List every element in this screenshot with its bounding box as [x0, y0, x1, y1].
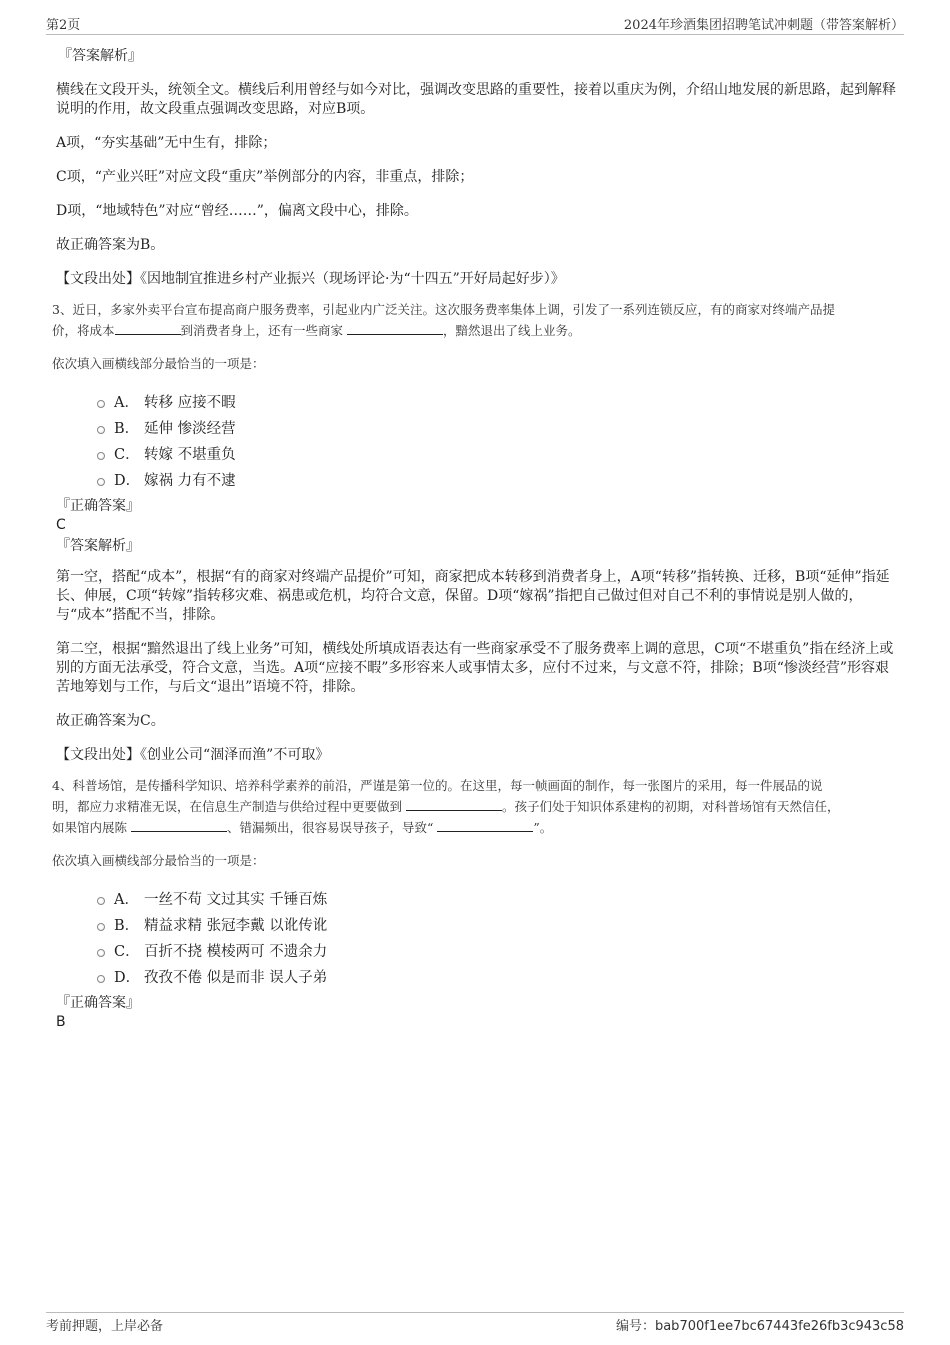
radio-button-icon[interactable]: [97, 426, 105, 434]
q2-source: 【文段出处】《因地制宜推进乡村产业振兴（现场评论·为“十四五”开好局起好步）》: [56, 271, 565, 287]
q4-stem-text-d: 、错漏频出，很容易误导孩子，导致“: [227, 820, 434, 835]
option-letter: A．: [114, 892, 139, 908]
option-text: 一丝不苟 文过其实 千锤百炼: [144, 892, 328, 908]
question-3: [52, 299, 896, 374]
q4-stem-line1: 4、科普场馆，是传播科学知识、培养科学素养的前沿，严谨是第一位的。在这里，每一帧画面的制作，每一张图片的采用，每一件展品的说: [52, 778, 823, 793]
option-text: 转移 应接不暇: [144, 395, 236, 411]
radio-button-icon[interactable]: [97, 975, 105, 983]
option-text: 百折不挠 模棱两可 不遗余力: [144, 944, 328, 960]
q3-stem-line2: [52, 320, 896, 341]
q3-stem-text-b: 到消费者身上，还有一些商家: [180, 323, 344, 338]
q4-correct-answer: B: [56, 1014, 66, 1030]
q4-option-c[interactable]: [56, 939, 896, 965]
fill-blank: [115, 322, 181, 335]
option-letter: D．: [114, 970, 141, 986]
option-text: 精益求精 张冠李戴 以讹传讹: [144, 918, 328, 934]
document-title: 2024年珍酒集团招聘笔试冲刺题（带答案解析）: [623, 18, 904, 33]
option-text: 转嫁 不堪重负: [144, 447, 236, 463]
page-footer: [46, 1312, 904, 1335]
serial-number: [616, 1315, 904, 1334]
footer-slogan: 考前押题，上岸必备: [46, 1319, 164, 1334]
fill-blank: [131, 819, 227, 832]
page-header: [46, 14, 904, 35]
radio-button-icon[interactable]: [97, 923, 105, 931]
q2-explanation-c: C项，“产业兴旺”对应文段“重庆”举例部分的内容，非重点，排除；: [56, 169, 474, 185]
q4-stem-text-c: 如果馆内展陈: [52, 820, 128, 835]
q3-conclusion: 故正确答案为C。: [56, 713, 165, 729]
q3-option-b[interactable]: [56, 416, 896, 442]
q4-stem-text-e: ”。: [533, 820, 553, 835]
serial-label: 编号：: [615, 1319, 655, 1334]
option-text: 嫁祸 力有不逮: [144, 473, 236, 489]
option-letter: A．: [114, 395, 139, 411]
fill-blank: [347, 322, 443, 335]
q3-correct-heading: 『正确答案』: [56, 498, 140, 514]
q4-correct-heading: 『正确答案』: [56, 995, 140, 1011]
q3-explanation-heading: 『答案解析』: [56, 538, 140, 554]
q4-options: [56, 887, 896, 991]
radio-button-icon[interactable]: [97, 400, 105, 408]
option-letter: C．: [114, 447, 140, 463]
q3-option-c[interactable]: [56, 442, 896, 468]
q4-prompt: 依次填入画横线部分最恰当的一项是：: [52, 853, 265, 868]
option-letter: B．: [114, 421, 140, 437]
serial-value: bab700f1ee7bc67443fe26fb3c943c58: [654, 1319, 904, 1334]
option-text: 孜孜不倦 似是而非 误人子弟: [144, 970, 328, 986]
q4-stem-text-a: 明，都应力求精准无误，在信息生产制造与供给过程中更要做到: [52, 799, 403, 814]
q3-source: 【文段出处】《创业公司“涸泽而渔”不可取》: [56, 747, 330, 763]
radio-button-icon[interactable]: [97, 897, 105, 905]
option-letter: C．: [114, 944, 140, 960]
q4-stem-line3: [52, 817, 896, 838]
fill-blank: [437, 819, 533, 832]
q4-option-b[interactable]: [56, 913, 896, 939]
option-letter: B．: [114, 918, 140, 934]
q2-explanation-para: 横线在文段开头，统领全文。横线后利用曾经与如今对比，强调改变思路的重要性，接着以重庆为例，介绍山地发展的新思路，起到解释说明的作用，故文段重点强调改变思路，对应B项。: [56, 82, 896, 117]
q3-stem-text-c: ，黯然退出了线上业务。: [443, 323, 581, 338]
q4-stem-line2: [52, 796, 896, 817]
radio-button-icon[interactable]: [97, 949, 105, 957]
question-4: [52, 775, 896, 871]
q3-explanation-para1: 第一空，搭配“成本”，根据“有的商家对终端产品提价”可知，商家把成本转移到消费者身上，A项“转移”指转换、迁移，B项“延伸”指延长、伸展，C项“转嫁”指转移灾难、祸患或危机，均符合文意，保留。D项“嫁祸”指把自己做过但对自己不利的事情说是别人做的，与“成本”搭配不当，排除。: [56, 569, 890, 623]
q3-stem-line1: 3、近日，多家外卖平台宣布提高商户服务费率，引起业内广泛关注。这次服务费率集体上调，引发了一系列连锁反应，有的商家对终端产品提: [52, 302, 835, 317]
q3-prompt: 依次填入画横线部分最恰当的一项是：: [52, 356, 265, 371]
q4-option-d[interactable]: [56, 965, 896, 991]
fill-blank: [406, 798, 502, 811]
q4-option-a[interactable]: [56, 887, 896, 913]
q2-explanation-heading: 『答案解析』: [58, 48, 142, 64]
q2-explanation-a: A项，“夯实基础”无中生有，排除；: [56, 135, 277, 151]
q3-options: [56, 390, 896, 494]
radio-button-icon[interactable]: [97, 452, 105, 460]
q4-stem-text-b: 。孩子们处于知识体系建构的初期，对科普场馆有天然信任，: [502, 799, 840, 814]
q3-explanation-para2: 第二空，根据“黯然退出了线上业务”可知，横线处所填成语表达有一些商家承受不了服务费率上调的意思，C项“不堪重负”指在经济上或别的方面无法承受，符合文意，当选。A项“应接不暇”多形容来人或事情太多，应付不过来，与文意不符，排除；B项“惨淡经营”形容艰苦地筹划与工作，与后文“退出”语境不符，排除。: [56, 641, 894, 695]
q2-explanation-d: D项，“地域特色”对应“曾经……”，偏离文段中心，排除。: [56, 203, 418, 219]
q2-conclusion: 故正确答案为B。: [56, 237, 165, 253]
q3-option-a[interactable]: [56, 390, 896, 416]
page-number: 第2页: [46, 18, 81, 33]
q3-option-d[interactable]: [56, 468, 896, 494]
radio-button-icon[interactable]: [97, 478, 105, 486]
q3-stem-text-a: 价，将成本: [52, 323, 115, 338]
page-content: [52, 46, 896, 1031]
option-letter: D．: [114, 473, 141, 489]
option-text: 延伸 惨淡经营: [144, 421, 236, 437]
q3-correct-answer: C: [56, 517, 66, 533]
